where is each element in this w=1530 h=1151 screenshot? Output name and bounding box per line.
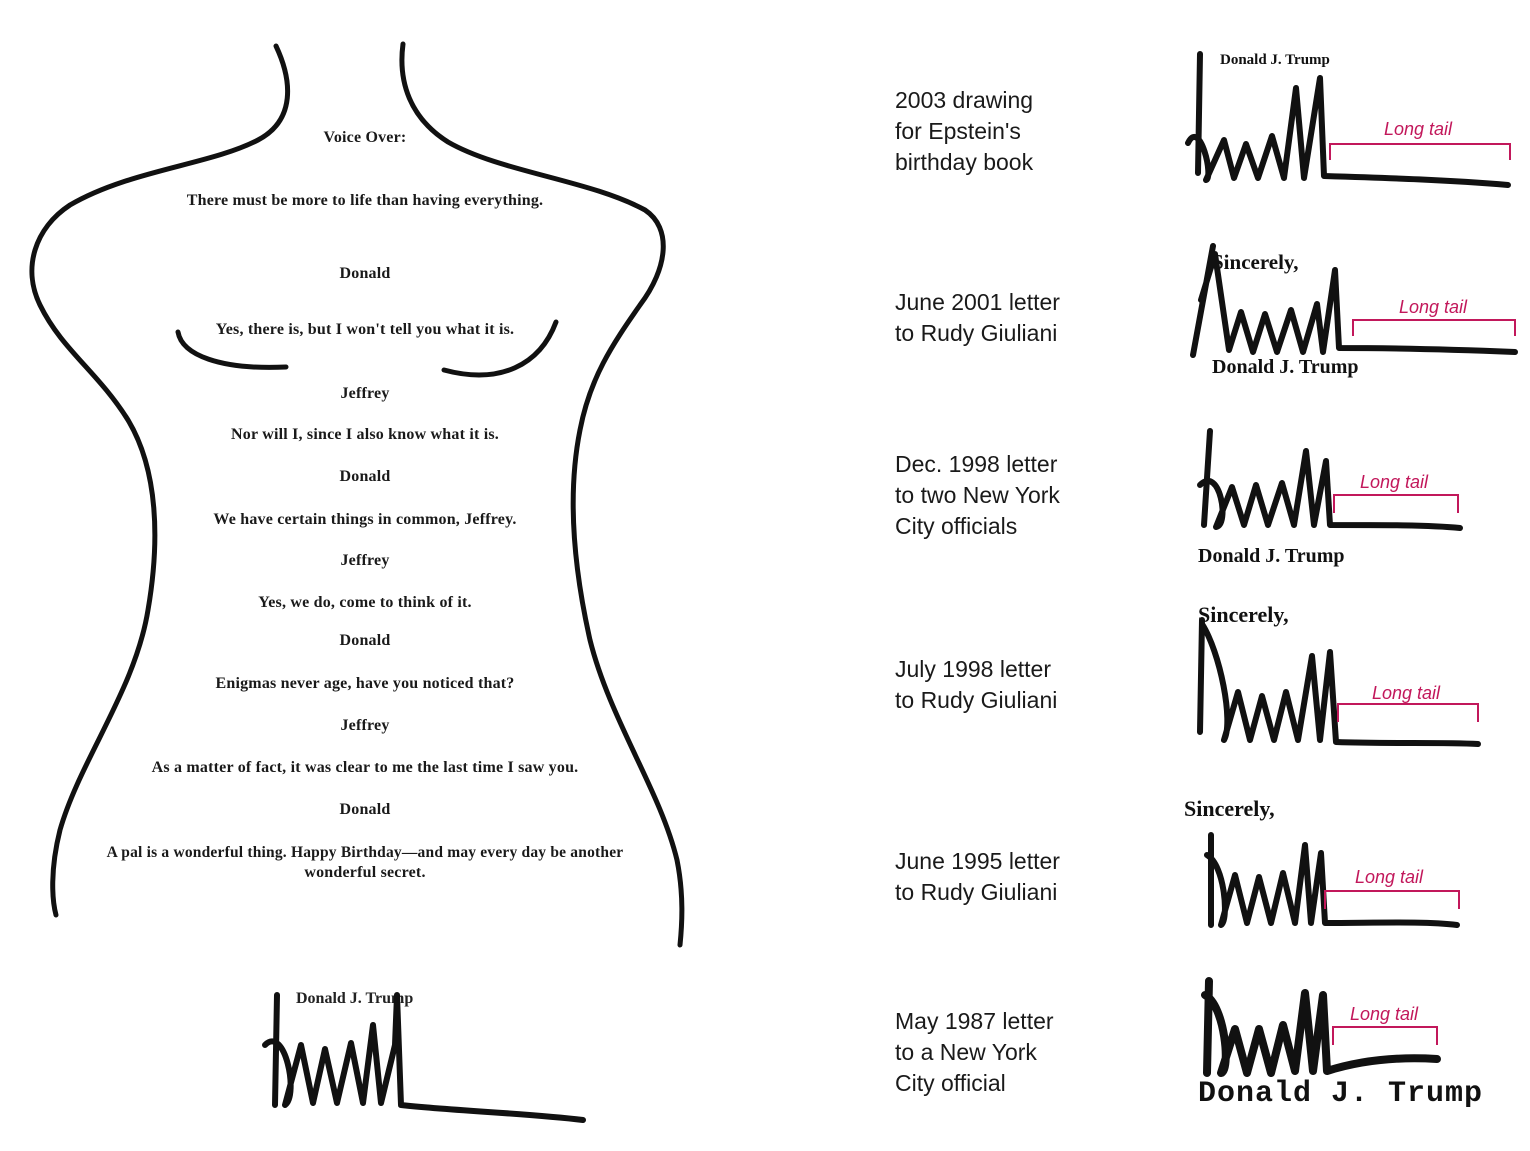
- signature-july-1998: [1190, 612, 1490, 752]
- caption-line: to Rudy Giuliani: [895, 879, 1058, 905]
- caption-line: June 1995 letter: [895, 848, 1060, 874]
- caption-line: to a New York: [895, 1039, 1037, 1065]
- script-line: Donald: [339, 468, 391, 485]
- caption-line: 2003 drawing: [895, 87, 1034, 113]
- closing-sincerely: Sincerely,: [1212, 250, 1299, 274]
- long-tail-label: Long tail: [1360, 472, 1429, 492]
- caption-line: for Epstein's: [895, 118, 1021, 144]
- caption-line: City official: [895, 1070, 1006, 1096]
- caption-line: Dec. 1998 letter: [895, 451, 1058, 477]
- caption-line: to Rudy Giuliani: [895, 320, 1058, 346]
- drawing-printed-name: Donald J. Trump: [296, 990, 414, 1007]
- script-line: Nor will I, since I also know what it is.: [231, 426, 499, 443]
- printed-name: Donald J. Trump: [1198, 1077, 1484, 1111]
- script-line: Yes, we do, come to think of it.: [258, 594, 472, 611]
- closing-sincerely: Sincerely,: [1184, 796, 1275, 821]
- body-outline-drawing: [0, 0, 760, 1151]
- caption-july-1998: [895, 654, 1135, 716]
- caption-line: June 2001 letter: [895, 289, 1060, 315]
- long-tail-label: Long tail: [1384, 119, 1453, 139]
- caption-line: to two New York: [895, 482, 1060, 508]
- caption-june-2001: [895, 287, 1135, 349]
- caption-line: May 1987 letter: [895, 1008, 1054, 1034]
- caption-line: July 1998 letter: [895, 656, 1051, 682]
- script-line: Donald: [339, 801, 391, 818]
- drawing-signature-scribble: [255, 985, 595, 1135]
- long-tail-label: Long tail: [1399, 297, 1468, 317]
- script-line: A pal is a wonderful thing. Happy Birthday—and may every day be another: [106, 844, 624, 861]
- script-line: There must be more to life than having everything.: [186, 192, 544, 209]
- script-line: wonderful secret.: [304, 864, 426, 881]
- script-line: Donald: [339, 265, 391, 282]
- script-line: Donald: [339, 632, 391, 649]
- caption-line: City officials: [895, 513, 1018, 539]
- caption-line: birthday book: [895, 149, 1034, 175]
- signature-2001: [1185, 240, 1525, 370]
- caption-line: to Rudy Giuliani: [895, 687, 1058, 713]
- script-line: Voice Over:: [323, 129, 407, 146]
- signature-2003: [1180, 48, 1520, 198]
- script-line: Jeffrey: [340, 385, 390, 402]
- caption-2003-drawing: [895, 85, 1135, 178]
- long-tail-label: Long tail: [1350, 1004, 1419, 1024]
- printed-name: Donald J. Trump: [1212, 356, 1359, 378]
- script-line: We have certain things in common, Jeffrey.: [213, 511, 517, 528]
- signature-may-1987: [1195, 975, 1455, 1085]
- caption-june-1995: [895, 846, 1135, 908]
- caption-may-1987: [895, 1006, 1135, 1099]
- birthday-drawing: [0, 0, 760, 1151]
- script-line: Jeffrey: [340, 552, 390, 569]
- caption-dec-1998: [895, 449, 1135, 542]
- signature-dec-1998: [1190, 425, 1480, 540]
- signature-june-1995: [1195, 825, 1475, 935]
- script-line: Jeffrey: [340, 717, 390, 734]
- printed-name: Donald J. Trump: [1198, 545, 1345, 567]
- long-tail-label: Long tail: [1372, 683, 1441, 703]
- script-line: As a matter of fact, it was clear to me the last time I saw you.: [151, 759, 579, 776]
- long-tail-label: Long tail: [1355, 867, 1424, 887]
- printed-name: Donald J. Trump: [1220, 52, 1330, 68]
- script-line: Enigmas never age, have you noticed that?: [215, 675, 515, 692]
- closing-sincerely: Sincerely,: [1198, 602, 1289, 627]
- script-line: Yes, there is, but I won't tell you what it is.: [215, 321, 515, 338]
